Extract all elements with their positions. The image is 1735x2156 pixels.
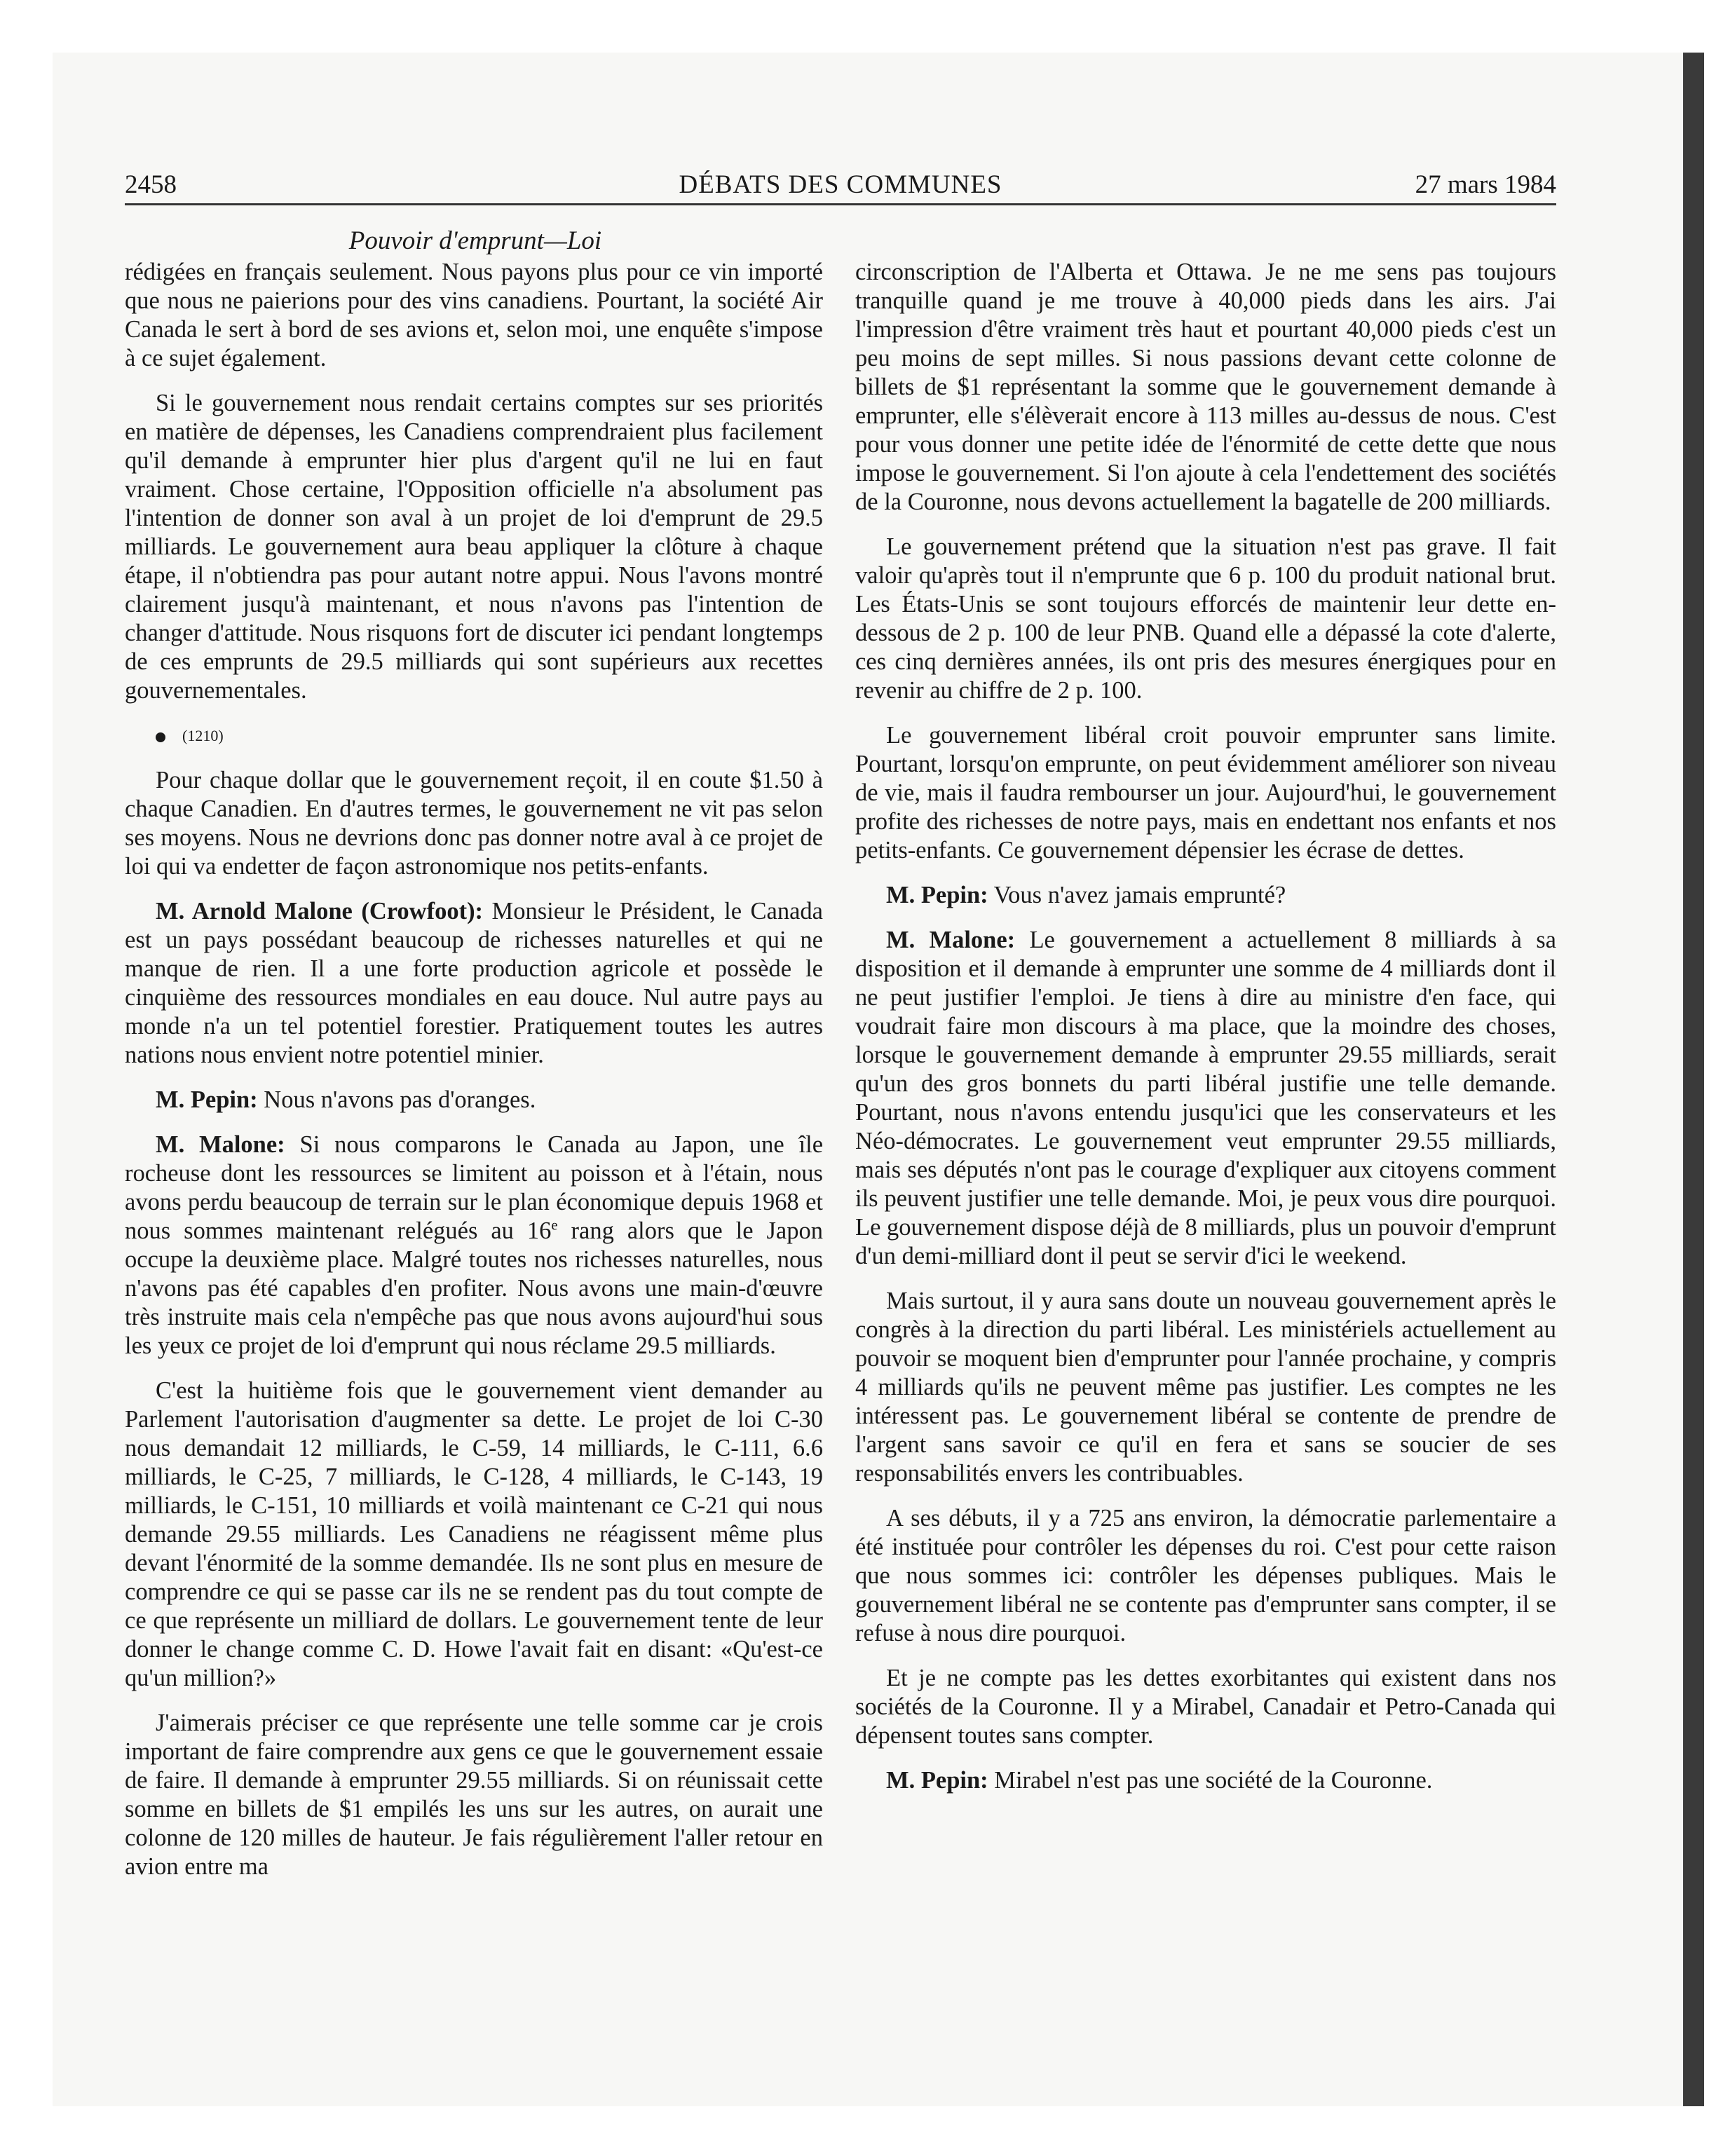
right-column (855, 258, 1556, 1811)
speaker-name: M. Arnold Malone (Crowfoot): (156, 898, 484, 925)
section-title: Pouvoir d'emprunt—Loi (348, 226, 602, 255)
paragraph: Et je ne compte pas les dettes exorbitantes qui existent dans nos sociétés de la Couronne. Il y a Mirabel, Canadair et Petro-Canada qui dépensent toutes sans compter. (855, 1665, 1556, 1749)
header-rule (125, 203, 1556, 205)
speech (125, 1086, 823, 1114)
journal-title: DÉBATS DES COMMUNES (679, 170, 1002, 199)
left-column (125, 258, 823, 1897)
paragraph: Si le gouvernement nous rendait certains comptes sur ses priorités en matière de dépenses, les Canadiens comprendraient plus facilement qu'il demande à emprunter hier plus d'argent qu'il ne lui en faut vraiment. Chose certaine, l'Opposition officielle n'a absolument pas l'intention de donner son aval à un projet de loi d'emprunt de 29.5 milliards. Le gouvernement aura beau appliquer la clôture à chaque étape, il n'obtiendra pas pour autant notre appui. Nous l'avons montré clairement jusqu'à maintenant, et nous n'avons pas l'intention de changer d'attitude. Nous risquons fort de discuter ici pendant longtemps de ces emprunts de 29.5 milliards qui sont supérieurs aux recettes gouvernementales. (125, 390, 823, 704)
superscript: e (551, 1217, 558, 1234)
paragraph: Le gouvernement libéral croit pouvoir emprunter sans limite. Pourtant, lorsqu'on emprunte, on peut évidemment améliorer son niveau de vie, mais il faudra rembourser un jour. Aujourd'hui, le gouvernement profite des richesses de notre pays, mais en endettant nos enfants et nos petits-enfants. Ce gouvernement dépensier les écrase de dettes. (855, 722, 1556, 864)
paragraph: Mais surtout, il y aura sans doute un nouveau gouvernement après le congrès à la direction du parti libéral. Les ministériels actuellement au pouvoir se moquent bien d'emprunter pour l'année prochaine, y compris 4 milliards qu'ils ne peuvent même pas justifier. Les comptes ne les intéressent pas. Le gouvernement libéral se contente de prendre de l'argent sans savoir ce qu'il en fera et sans se soucier de ses responsabilités envers les contribuables. (855, 1288, 1556, 1487)
speaker-name: M. Malone: (886, 927, 1016, 953)
speaker-name: M. Pepin: (886, 1767, 988, 1794)
paragraph: Pour chaque dollar que le gouvernement reçoit, il en coute $1.50 à chaque Canadien. En d'autres termes, le gouvernement ne vit pas selon ses moyens. Nous ne devrions donc pas donner notre aval à ce projet de loi qui va endetter de façon astronomique nos petits-enfants. (125, 767, 823, 880)
speech-text: Monsieur le Président, le Canada est un pays possédant beaucoup de richesses naturelles et qui ne manque de rien. Il a une forte production agricole et possède le cinquième des ressources mondiales en eau douce. Nul autre pays au monde n'a un tel potentiel forestier. Pratiquement toutes les autres nations nous envient notre potentiel minier. (125, 898, 823, 1068)
paragraph: A ses débuts, il y a 725 ans environ, la démocratie parlementaire a été instituée pour contrôler les dépenses du roi. C'est pour cette raison que nous sommes ici: contrôler les dépenses publiques. Mais le gouvernement libéral ne se contente pas d'emprunter sans compter, il se refuse à nous dire pourquoi. (855, 1505, 1556, 1646)
timestamp-marker (125, 721, 823, 750)
page-edge-shadow (1683, 53, 1704, 2106)
speech (855, 881, 1556, 910)
speech-text: rang alors que le Japon occupe la deuxième place. Malgré toutes nos richesses naturelles, nous n'avons pas été capables d'en profiter. Nous avons une main-d'œuvre très instruite mais cela n'empêche pas que nous avons aujourd'hui sous les yeux ce projet de loi d'emprunt qui nous réclame 29.5 milliards. (125, 1217, 823, 1359)
speech-text: Si nous comparons le Canada au Japon, une île rocheuse dont les ressources se limitent au poisson et à l'étain, nous avons perdu beaucoup de terrain sur le plan économique depuis 1968 et nous sommes maintenant relégués au 16 (125, 1131, 824, 1244)
paragraph: J'aimerais préciser ce que représente une telle somme car je crois important de faire comprendre aux gens ce que le gouvernement essaie de faire. Il demande à emprunter 29.55 milliards. Si on réunissait cette somme en billets de $1 empilés les uns sur les autres, on aurait une colonne de 120 milles de hauteur. Je fais régulièrement l'aller retour en avion entre ma (125, 1710, 823, 1880)
speech (855, 1766, 1556, 1795)
speech (125, 1131, 823, 1360)
header-date: 27 mars 1984 (1415, 170, 1556, 199)
bullet-icon (156, 732, 165, 742)
page-number: 2458 (125, 170, 177, 199)
speaker-name: M. Pepin: (886, 882, 988, 908)
paragraph: rédigées en français seulement. Nous payons plus pour ce vin importé que nous ne paierions pour des vins canadiens. Pourtant, la société Air Canada le sert à bord de ses avions et, selon moi, une enquête s'impose à ce sujet également. (125, 259, 823, 371)
paragraph: C'est la huitième fois que le gouvernement vient demander au Parlement l'autorisation d'augmenter sa dette. Le projet de loi C-30 nous demandait 12 milliards, le C-59, 14 milliards, le C-111, 6.6 milliards, le C-25, 7 milliards, le C-128, 4 milliards, le C-143, 19 milliards, le C-151, 10 milliards et voilà maintenant ce C-21 qui nous demande 29.55 milliards. Les Canadiens ne réagissent même plus devant l'énormité de la somme demandée. Ils ne sont plus en mesure de comprendre ce qui se passe car ils ne se rendent pas du tout compte de ce que représente un milliard de dollars. Le gouvernement tente de leur donner le change comme C. D. Howe l'avait fait en disant: «Qu'est-ce qu'un million?» (125, 1377, 823, 1691)
speech (125, 897, 823, 1070)
paragraph: Le gouvernement prétend que la situation n'est pas grave. Il fait valoir qu'après tout il n'emprunte que 6 p. 100 du produit national brut. Les États-Unis se sont toujours efforcés de maintenir leur dette en-dessous de 2 p. 100 de leur PNB. Quand elle a dépassé la cote d'alerte, ces cinq dernières années, ils ont pris des mesures énergiques pour en revenir au chiffre de 2 p. 100. (855, 533, 1556, 704)
speech-text: Nous n'avons pas d'oranges. (264, 1086, 536, 1113)
paragraph: circonscription de l'Alberta et Ottawa. Je ne me sens pas toujours tranquille quand je me trouve à 40,000 pieds dans les airs. J'ai l'impression d'être vraiment très haut et pourtant 40,000 pieds c'est un peu moins de sept milles. Si nous passions devant cette colonne de billets de $1 représentant la somme que le gouvernement demande à emprunter, elle s'élèverait encore à 113 milles au-dessus de nous. C'est pour vous donner une petite idée de l'énormité de cette dette que nous impose le gouvernement. Si l'on ajoute à cela l'endettement des sociétés de la Couronne, nous devons actuellement la bagatelle de 200 milliards. (855, 259, 1556, 515)
speaker-name: M. Pepin: (156, 1086, 258, 1113)
timestamp: (1210) (182, 727, 224, 744)
speech-text: Vous n'avez jamais emprunté? (993, 882, 1286, 908)
running-header (125, 163, 1556, 205)
speech (855, 926, 1556, 1271)
speaker-name: M. Malone: (156, 1131, 285, 1158)
speech-text: Mirabel n'est pas une société de la Couronne. (994, 1767, 1433, 1794)
speech-text: Le gouvernement a actuellement 8 milliards à sa disposition et il demande à emprunter une somme de 4 milliards dont il ne peut justifier l'emploi. Je tiens à dire au ministre d'en face, qui voudrait faire mon discours à ma place, que la moindre des choses, lorsque le gouvernement demande à emprunter 29.55 milliards, serait qu'un des gros bonnets du parti libéral justifie une telle demande. Pourtant, nous n'avons entendu jusqu'ici que les conservateurs et les Néo-démocrates. Le gouvernement veut emprunter 29.55 milliards, mais ses députés n'ont pas le courage d'expliquer aux citoyens comment ils peuvent justifier une telle demande. Moi, je peux vous dire pourquoi. Le gouvernement dispose déjà de 8 milliards, plus un pouvoir d'emprunt d'un demi-milliard dont il peut se servir d'ici le weekend. (855, 927, 1556, 1269)
